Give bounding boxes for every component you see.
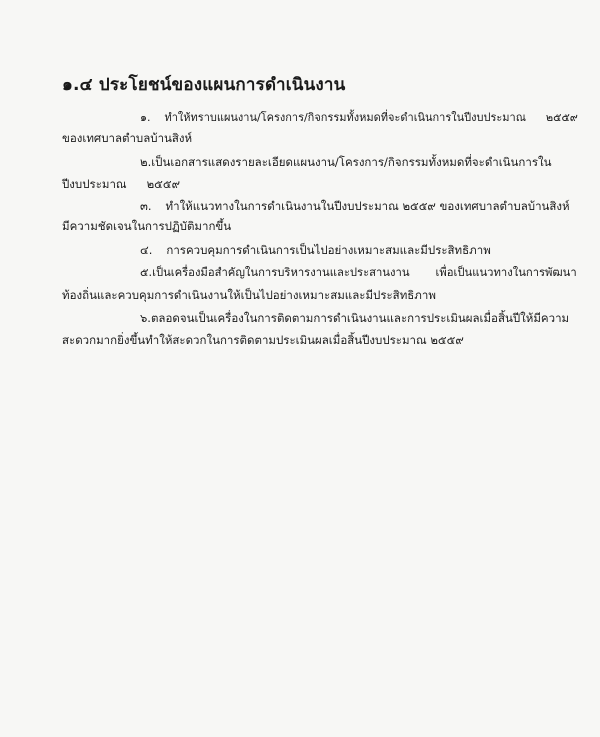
item-3-number: ๓. bbox=[140, 199, 152, 213]
item-2-line-1 bbox=[140, 155, 551, 169]
item-2-text: เป็นเอกสารแสดงรายละเอียดแผนงาน/โครงการ/กิจกรรมทั้งหมดที่จะดำเนินการใน bbox=[151, 155, 552, 169]
item-1-line-2 bbox=[62, 131, 192, 145]
item-6-line-1 bbox=[140, 311, 569, 325]
item-2-number: ๒. bbox=[140, 155, 152, 169]
item-2-line-2 bbox=[62, 177, 180, 191]
section-heading: ๑.๔ ประโยชน์ของแผนการดำเนินงาน bbox=[62, 75, 346, 95]
item-1-number: ๑. bbox=[140, 111, 151, 124]
item-1-text: ทำให้ทราบแผนงาน/โครงการ/กิจกรรมทั้งหมดที่จะดำเนินการในปีงบประมาณ bbox=[164, 111, 526, 124]
item-6-text-cont: สะดวกมากยิ่งขึ้นทำให้สะดวกในการติดตามประเมินผลเมื่อสิ้นปีงบประมาณ ๒๕๕๙ bbox=[62, 333, 464, 347]
item-2-text-cont: ปีงบประมาณ bbox=[62, 177, 127, 191]
item-6-line-2 bbox=[62, 333, 464, 347]
item-4-text: การควบคุมการดำเนินการเป็นไปอย่างเหมาะสมและมีประสิทธิภาพ bbox=[166, 243, 491, 257]
item-6-number: ๖. bbox=[140, 311, 151, 325]
item-1-line-1 bbox=[140, 111, 578, 125]
item-1-text-cont: ของเทศบาลตำบลบ้านสิงห์ bbox=[62, 131, 193, 145]
item-5-text-b: เพื่อเป็นแนวทางในการพัฒนา bbox=[435, 266, 577, 279]
item-3-line-1 bbox=[140, 199, 570, 213]
item-5-text: เป็นเครื่องมือสำคัญในการบริหารงานและประสานงาน bbox=[152, 266, 410, 279]
item-5-number: ๕. bbox=[140, 266, 153, 279]
item-4-number: ๔. bbox=[140, 243, 153, 257]
item-5-text-cont: ท้องถิ่นและควบคุมการดำเนินงานให้เป็นไปอย่างเหมาะสมและมีประสิทธิภาพ bbox=[62, 288, 436, 302]
item-3-text-cont: มีความชัดเจนในการปฏิบัติมากขึ้น bbox=[62, 219, 232, 233]
item-4-line-1 bbox=[140, 243, 491, 257]
item-3-line-2 bbox=[62, 219, 231, 233]
item-5-line-1 bbox=[140, 266, 577, 280]
item-1-year: ๒๕๕๙ bbox=[545, 111, 578, 124]
item-5-line-2 bbox=[62, 288, 436, 302]
item-3-text: ทำให้แนวทางในการดำเนินงานในปีงบประมาณ ๒๕๕๙ ของเทศบาลตำบลบ้านสิงห์ bbox=[165, 199, 570, 213]
item-6-text: ตลอดจนเป็นเครื่องในการติดตามการดำเนินงานและการประเมินผลเมื่อสิ้นปีให้มีความ bbox=[150, 311, 570, 325]
item-2-year: ๒๕๕๙ bbox=[146, 177, 180, 191]
